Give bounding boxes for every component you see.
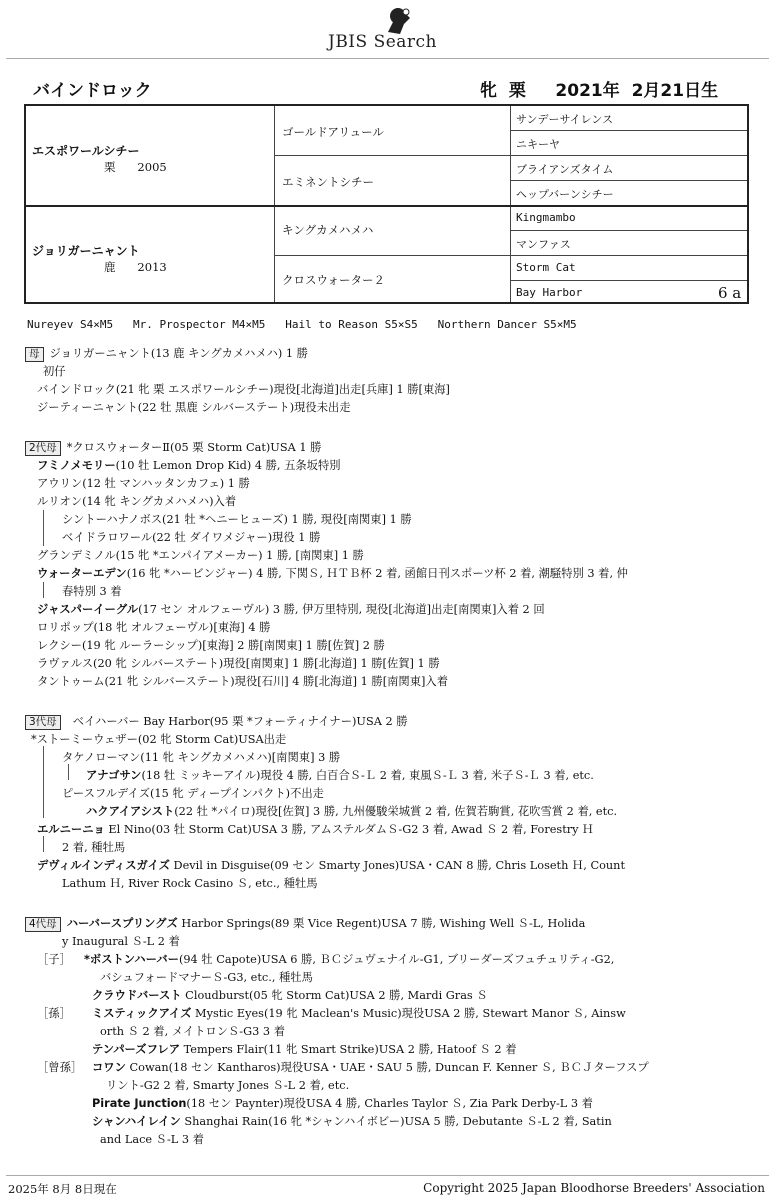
dam-line: ベイハーバー Bay Harbor(95 栗 *フォーティナイナー)USA 2 勝 (72, 715, 408, 728)
text-line: Lathum Ｈ, River Rock Casino Ｓ, etc., 種牡馬 (62, 877, 318, 890)
text-line: Pirate Junction(18 セン Paynter)現役USA 4 勝, Charles Taylor Ｓ, Zia Park Derby-L 3 着 (92, 1097, 593, 1110)
dam-cell (32, 242, 167, 275)
text-line: 2 着, 種牡馬 (62, 841, 126, 854)
g2-dam-sire: キングカメハメハ (282, 223, 374, 237)
relation-label: ［子］ (37, 953, 71, 966)
text-line: バインドロック(21 牝 栗 エスポワールシチー)現役[北海道]出走[兵庫] 1 勝[東海] (37, 383, 450, 396)
text-line: 春特別 3 着 (62, 585, 122, 598)
dam-name: ジョリガーニャント (32, 244, 140, 258)
text-line: クラウドバースト Cloudburst(05 牝 Storm Cat)USA 2 勝, Mardi Gras Ｓ (92, 989, 488, 1002)
text-line: y Inaugural Ｓ-L 2 着 (62, 935, 180, 948)
text-line: ジーティーニャント(22 牡 黒鹿 シルバーステート)現役未出走 (37, 401, 351, 414)
relation-label: ［曾孫］ (37, 1061, 83, 1074)
section-tag: 母 (25, 347, 44, 362)
section-tag: 2代母 (25, 441, 61, 456)
g3-8: Bay Harbor (516, 286, 583, 299)
g3-4: ヘップバーンシチー (516, 188, 614, 201)
text-line: ウォーターエデン(16 牝 *ハービンジャー) 4 勝, 下関Ｓ, ＨＴＢ杯 2 着, 函館日刊スポーツ杯 2 着, 潮騒特別 3 着, 仲 (37, 567, 628, 580)
g2-dam-dam: クロスウォーター２ (282, 273, 386, 287)
text-line: ベイドラロワール(22 牡 ダイワメジャー)現役 1 勝 (62, 531, 321, 544)
jbis-logo[interactable] (328, 4, 468, 54)
g3-7: Storm Cat (516, 261, 576, 274)
sire-cell (32, 142, 167, 175)
g2-sire-sire: ゴールドアリュール (282, 125, 384, 139)
section-3rd-dam-header (25, 714, 408, 730)
header-divider (6, 58, 769, 59)
dam-color-year: 鹿 2013 (104, 260, 167, 274)
horse-name: バインドロック (33, 81, 152, 101)
text-line: 初仔 (43, 365, 66, 378)
text-line: *ストーミーウェザー(02 牝 Storm Cat)USA出走 (31, 733, 287, 746)
text-line: and Lace Ｓ-L 3 着 (100, 1133, 204, 1146)
relation-label: ［孫］ (37, 1007, 71, 1020)
g3-5: Kingmambo (516, 211, 576, 224)
text-line: コワン Cowan(18 セン Kantharos)現役USA・UAE・SAU 5 勝, Duncan F. Kenner Ｓ, ＢＣＪターフスプ (92, 1061, 649, 1074)
pedigree-table (24, 104, 749, 304)
horse-info: 牝 栗 2021年 2月21日生 (480, 81, 719, 101)
text-line: レクシー(19 牝 ルーラーシップ)[東海] 2 勝[南関東] 1 勝[佐賀] 2 勝 (37, 639, 385, 652)
section-tag: 3代母 (25, 715, 61, 730)
text-line: *ボストンハーバー(94 牡 Capote)USA 6 勝, ＢＣジュヴェナイル-G1, ブリーダーズフュチュリティ-G2, (84, 953, 615, 966)
g3-3: ブライアンズタイム (516, 163, 614, 176)
dam-line: *クロスウォーターⅡ(05 栗 Storm Cat)USA 1 勝 (66, 441, 322, 454)
text-line: ミスティックアイズ Mystic Eyes(19 牝 Maclean's Music)現役USA 2 勝, Stewart Manor Ｓ, Ainsw (92, 1007, 626, 1020)
as-of-date: 2025年 8月 8日現在 (8, 1182, 117, 1196)
text-line: アウリン(12 牡 マンハッタンカフェ) 1 勝 (37, 477, 250, 490)
dam-line: ジョリガーニャント(13 鹿 キングカメハメハ) 1 勝 (49, 347, 308, 360)
section-tag: 4代母 (25, 917, 61, 932)
text-line: シントーハナノボス(21 牡 *ヘニーヒューズ) 1 勝, 現役[南関東] 1 勝 (62, 513, 412, 526)
text-line: テンパーズフレア Tempers Flair(11 牝 Smart Strike)USA 2 勝, Hatoof Ｓ 2 着 (92, 1043, 517, 1056)
text-line: タントゥーム(21 牝 シルバーステート)現役[石川] 4 勝[北海道] 1 勝[南関東]入着 (37, 675, 449, 688)
sire-color-year: 栗 2005 (104, 160, 167, 174)
text-line: ロリポップ(18 牝 オルフェーヴル)[東海] 4 勝 (37, 621, 271, 634)
text-line: ジャスパーイーグル(17 セン オルフェーヴル) 3 勝, 伊万里特別, 現役[北海道]出走[南関東]入着 2 回 (37, 603, 545, 616)
logo-text: JBIS Search (328, 32, 438, 52)
sire-name: エスポワールシチー (32, 144, 140, 158)
g3-1: サンデーサイレンス (516, 113, 614, 126)
text-line: フミノメモリー(10 牡 Lemon Drop Kid) 4 勝, 五条坂特別 (37, 459, 341, 472)
text-line: エルニーニョ El Nino(03 牡 Storm Cat)USA 3 勝, アムステルダムＳ-G2 3 着, Awad Ｓ 2 着, Forestry Ｈ (37, 823, 594, 836)
text-line: デヴィルインディスガイズ Devil in Disguise(09 セン Smarty Jones)USA・CAN 8 勝, Chris Loseth Ｈ, Count (37, 859, 625, 872)
text-line: シャンハイレイン Shanghai Rain(16 牝 *シャンハイボビー)USA 5 勝, Debutante Ｓ-L 2 着, Satin (92, 1115, 612, 1128)
text-line: リント-G2 2 着, Smarty Jones Ｓ-L 2 着, etc. (106, 1079, 350, 1092)
text-line: orth Ｓ 2 着, メイトロンＳ-G3 3 着 (100, 1025, 286, 1038)
footer-divider (6, 1175, 769, 1176)
g2-sire-dam: エミネントシチー (282, 175, 374, 189)
g3-2: ニキーヤ (516, 138, 560, 151)
section-4th-dam-header: 4代母 ハーバースプリングズ Harbor Springs(89 栗 Vice Regent)USA 7 勝, Wishing Well Ｓ-L, Holida (25, 916, 585, 932)
section-2nd-dam-header (25, 440, 321, 456)
text-line: タケノローマン(11 牝 キングカメハメハ)[南関東] 3 勝 (62, 751, 341, 764)
text-line: ルリオン(14 牝 キングカメハメハ)入着 (37, 495, 237, 508)
text-line: バシュフォードマナーＳ-G3, etc., 種牡馬 (100, 971, 313, 984)
copyright: Copyright 2025 Japan Bloodhorse Breeders' Association (423, 1181, 765, 1195)
text-line: アナゴサン(18 牡 ミッキーアイル)現役 4 勝, 白百合Ｓ-Ｌ 2 着, 東風Ｓ-Ｌ 3 着, 米子Ｓ-Ｌ 3 着, etc. (86, 769, 594, 782)
g3-6: マンファス (516, 238, 571, 251)
section-dam-header (25, 346, 308, 362)
family-number: 6 a (718, 284, 742, 302)
text-line: グランデミノル(15 牝 *エンパイアメーカー) 1 勝, [南関東] 1 勝 (37, 549, 364, 562)
text-line: ハクアイアシスト(22 牡 *パイロ)現役[佐賀] 3 勝, 九州優駿栄城賞 2 着, 佐賀若駒賞, 花吹雪賞 2 着, etc. (86, 805, 618, 818)
inbreeding-line: Nureyev S4×M5 Mr. Prospector M4×M5 Hail to Reason S5×S5 Northern Dancer S5×M5 (27, 318, 577, 331)
text-line: ラヴァルス(20 牝 シルバーステート)現役[南関東] 1 勝[北海道] 1 勝[佐賀] 1 勝 (37, 657, 440, 670)
text-line: ピースフルデイズ(15 牝 ディープインパクト)不出走 (62, 787, 324, 800)
